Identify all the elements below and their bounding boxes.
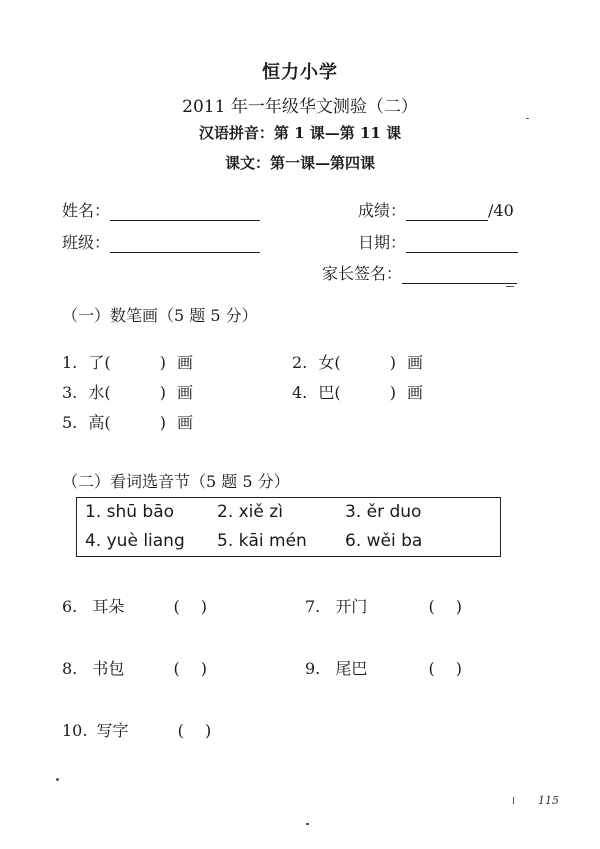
- item-number: 1.: [62, 353, 78, 372]
- scan-speck: [306, 823, 309, 825]
- item-character: 巴(: [318, 383, 341, 402]
- score-label: 成绩：: [358, 201, 407, 220]
- score-field: [358, 198, 514, 221]
- date-blank[interactable]: [406, 236, 518, 253]
- question-number: 6.: [62, 597, 78, 616]
- question-8: [62, 656, 207, 679]
- pinyin-option-5: 5. kāi mén: [217, 531, 307, 551]
- item-unit: 画: [407, 383, 424, 402]
- item-unit: 画: [177, 353, 194, 372]
- stroke-item-2: [292, 350, 423, 373]
- question-word: 开门: [335, 597, 368, 616]
- class-blank[interactable]: [110, 236, 260, 253]
- page-mark: 115: [538, 794, 559, 807]
- pinyin-option-2: 2. xiě zì: [217, 502, 283, 522]
- question-word: 书包: [92, 659, 125, 678]
- score-total: /40: [488, 201, 514, 220]
- item-unit: 画: [177, 413, 194, 432]
- class-label: 班级：: [62, 233, 111, 252]
- stroke-item-3: [62, 380, 193, 403]
- item-close-paren: ): [389, 383, 396, 402]
- item-unit: 画: [407, 353, 424, 372]
- question-10: [62, 718, 211, 741]
- answer-blank[interactable]: ( ): [428, 597, 463, 616]
- date-field: [358, 230, 518, 253]
- item-close-paren: ): [159, 353, 166, 372]
- question-word: 写字: [96, 721, 129, 740]
- answer-blank[interactable]: ( ): [428, 659, 463, 678]
- class-field: [62, 230, 260, 253]
- answer-blank[interactable]: ( ): [173, 659, 208, 678]
- stroke-item-1: [62, 350, 193, 373]
- item-close-paren: ): [159, 413, 166, 432]
- pinyin-options-box: [76, 497, 501, 557]
- section2-title: （二）看词选音节（5 题 5 分）: [62, 472, 290, 491]
- item-number: 3.: [62, 383, 78, 402]
- answer-blank[interactable]: ( ): [173, 597, 208, 616]
- item-close-paren: ): [389, 353, 396, 372]
- score-blank[interactable]: [406, 204, 488, 221]
- stroke-item-4: [292, 380, 423, 403]
- scope-text: 课文：第一课—第四课: [224, 154, 375, 172]
- question-7: [305, 594, 462, 617]
- item-number: 4.: [292, 383, 308, 402]
- scan-speck: [506, 286, 514, 287]
- item-character: 高(: [88, 413, 111, 432]
- item-close-paren: ): [159, 383, 166, 402]
- question-word: 耳朵: [92, 597, 125, 616]
- scan-speck: [513, 797, 514, 804]
- parent-signature-field: [322, 261, 517, 284]
- item-character: 水(: [88, 383, 111, 402]
- question-6: [62, 594, 207, 617]
- pinyin-option-3: 3. ěr duo: [345, 502, 422, 522]
- section1-title: （一）数笔画（5 题 5 分）: [62, 306, 258, 325]
- exam-title: 2011 年一年级华文测验（二）: [182, 97, 418, 117]
- item-unit: 画: [177, 383, 194, 402]
- question-number: 9.: [305, 659, 321, 678]
- answer-blank[interactable]: ( ): [177, 721, 212, 740]
- item-number: 5.: [62, 413, 78, 432]
- date-label: 日期：: [358, 233, 407, 252]
- item-character: 女(: [318, 353, 341, 372]
- question-9: [305, 656, 462, 679]
- question-number: 10.: [62, 721, 88, 740]
- name-field: [62, 198, 260, 221]
- item-character: 了(: [88, 353, 111, 372]
- item-number: 2.: [292, 353, 308, 372]
- question-number: 8.: [62, 659, 78, 678]
- question-word: 尾巴: [335, 659, 368, 678]
- parent-signature-blank[interactable]: [402, 267, 517, 284]
- scan-speck: [56, 778, 59, 781]
- name-blank[interactable]: [110, 204, 260, 221]
- parent-signature-label: 家长签名：: [322, 264, 403, 283]
- pinyin-option-6: 6. wěi ba: [345, 531, 423, 551]
- stroke-item-5: [62, 410, 193, 433]
- question-number: 7.: [305, 597, 321, 616]
- scan-speck: [526, 118, 529, 119]
- name-label: 姓名：: [62, 201, 111, 220]
- pinyin-option-1: 1. shū bāo: [85, 502, 175, 522]
- pinyin-option-4: 4. yuè liang: [85, 531, 185, 551]
- school-name: 恒力小学: [262, 62, 338, 83]
- scope-pinyin: 汉语拼音：第 1 课—第 11 课: [198, 124, 402, 142]
